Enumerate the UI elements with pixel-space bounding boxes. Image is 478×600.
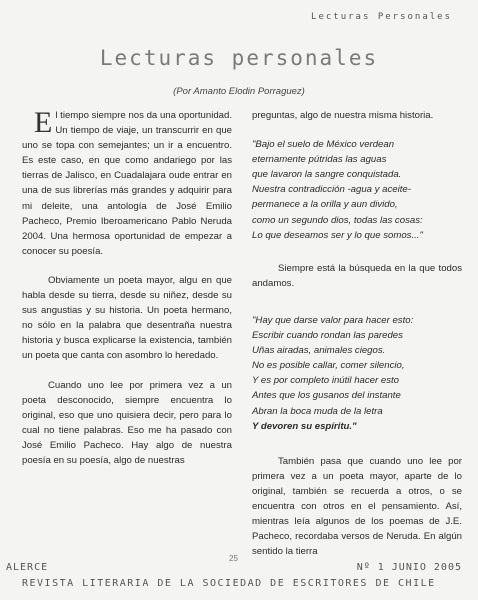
- article-byline: (Por Amanto Elodin Porraguez): [173, 86, 305, 97]
- running-header: Lecturas Personales: [311, 12, 452, 22]
- paragraph-busqueda: Siempre está la búsqueda en la que todos andamos.: [252, 262, 462, 289]
- poem-line: "Hay que darse valor para hacer esto:: [252, 314, 414, 326]
- left-column: [22, 108, 232, 482]
- poem-line: Y es por completo inútil hacer esto: [252, 375, 400, 387]
- poem-line: Nuestra contradicción -agua y aceite-: [252, 184, 411, 196]
- poem-line: "Bajo el suelo de México verdean: [252, 139, 395, 151]
- drop-cap: E: [34, 106, 53, 139]
- handwritten-publisher: REVISTA LITERARIA DE LA SOCIEDAD DE ESCRITORES DE CHILE: [22, 578, 436, 589]
- poem-line: como un segundo dios, todas las cosas:: [252, 214, 423, 226]
- paragraph-primera-vez: Cuando uno lee por primera vez a un poeta desconocido, siempre encuentra lo original, eso que uno quisiera decir, pero para lo cual no tiene palabras. Eso me ha pasado con José Emilio Pacheco. Hay algo de nuestra poesía en su poesía, algo de nuestras: [22, 379, 232, 466]
- poem-line: Escribir cuando rondan las paredes: [252, 330, 403, 342]
- paragraph-poeta-mayor: Obviamente un poeta mayor, algu en que habla desde su tierra, desde su niñez, desde su sus angustias y su historia. Un poeta hermano, no sólo en la palabra que desentraña nuestra historia y busca explicarse la existencia, también un poeta que canta con asombro lo heredado.: [22, 274, 232, 362]
- page-number: 25: [229, 554, 238, 563]
- paragraph-intro-text: l tiempo siempre nos da una oportunidad. Un tiempo de viaje, un transcurrir en que uno se topa con semejantes; un ir a encuentro. Es este caso, en que como andariego por las tierras de Jalisco, en Cuadalajara oude entrar en una de sus librerías más grandes y adquirir para mi deleite, una antología de José Emilio Pacheco, Premio Iberoamericano Pablo Neruda 2004. Una hermosa oportunidad de empezar a conocer su poesía.: [22, 110, 232, 257]
- poem-quote-1: [252, 137, 462, 243]
- poem-line: No es posible callar, comer silencio,: [252, 360, 405, 372]
- paragraph-preguntas: preguntas, algo de nuestra misma historia.: [252, 110, 434, 121]
- poem-quote-2: [252, 313, 462, 434]
- handwritten-annotation: [6, 562, 476, 600]
- poem-line: Uñas airadas, animales ciegos.: [252, 345, 386, 357]
- right-column: [252, 108, 462, 573]
- poem-line: que lavaron la sangre conquistada.: [252, 169, 402, 181]
- article-title: Lecturas personales: [99, 46, 379, 70]
- poem-line: Abran la boca muda de la letra: [252, 405, 383, 417]
- paragraph-tambien: También pasa que cuando uno lee por primera vez a un poeta mayor, aparte de lo original, también se recuerda a otros, o se encuentra con otros en el pensamiento. Así, mientras leía algunos de los poemas de J.E. Pacheco, recordaba versos de Neruda. En algún sentido la tierra: [252, 455, 462, 558]
- poem-line: permanece a la orilla y aun divido,: [252, 199, 398, 211]
- paragraph-intro: [22, 108, 232, 259]
- handwritten-magazine-name: ALERCE: [6, 562, 49, 573]
- poem-line-final: Y devoren su espíritu.": [252, 420, 357, 432]
- poem-line: Antes que los gusanos del instante: [252, 390, 401, 402]
- poem-line: eternamente pútridas las aguas: [252, 154, 387, 166]
- poem-line: Lo que deseamos ser y lo que somos...": [252, 229, 423, 241]
- handwritten-issue-date: Nº 1 JUNIO 2005: [356, 562, 462, 573]
